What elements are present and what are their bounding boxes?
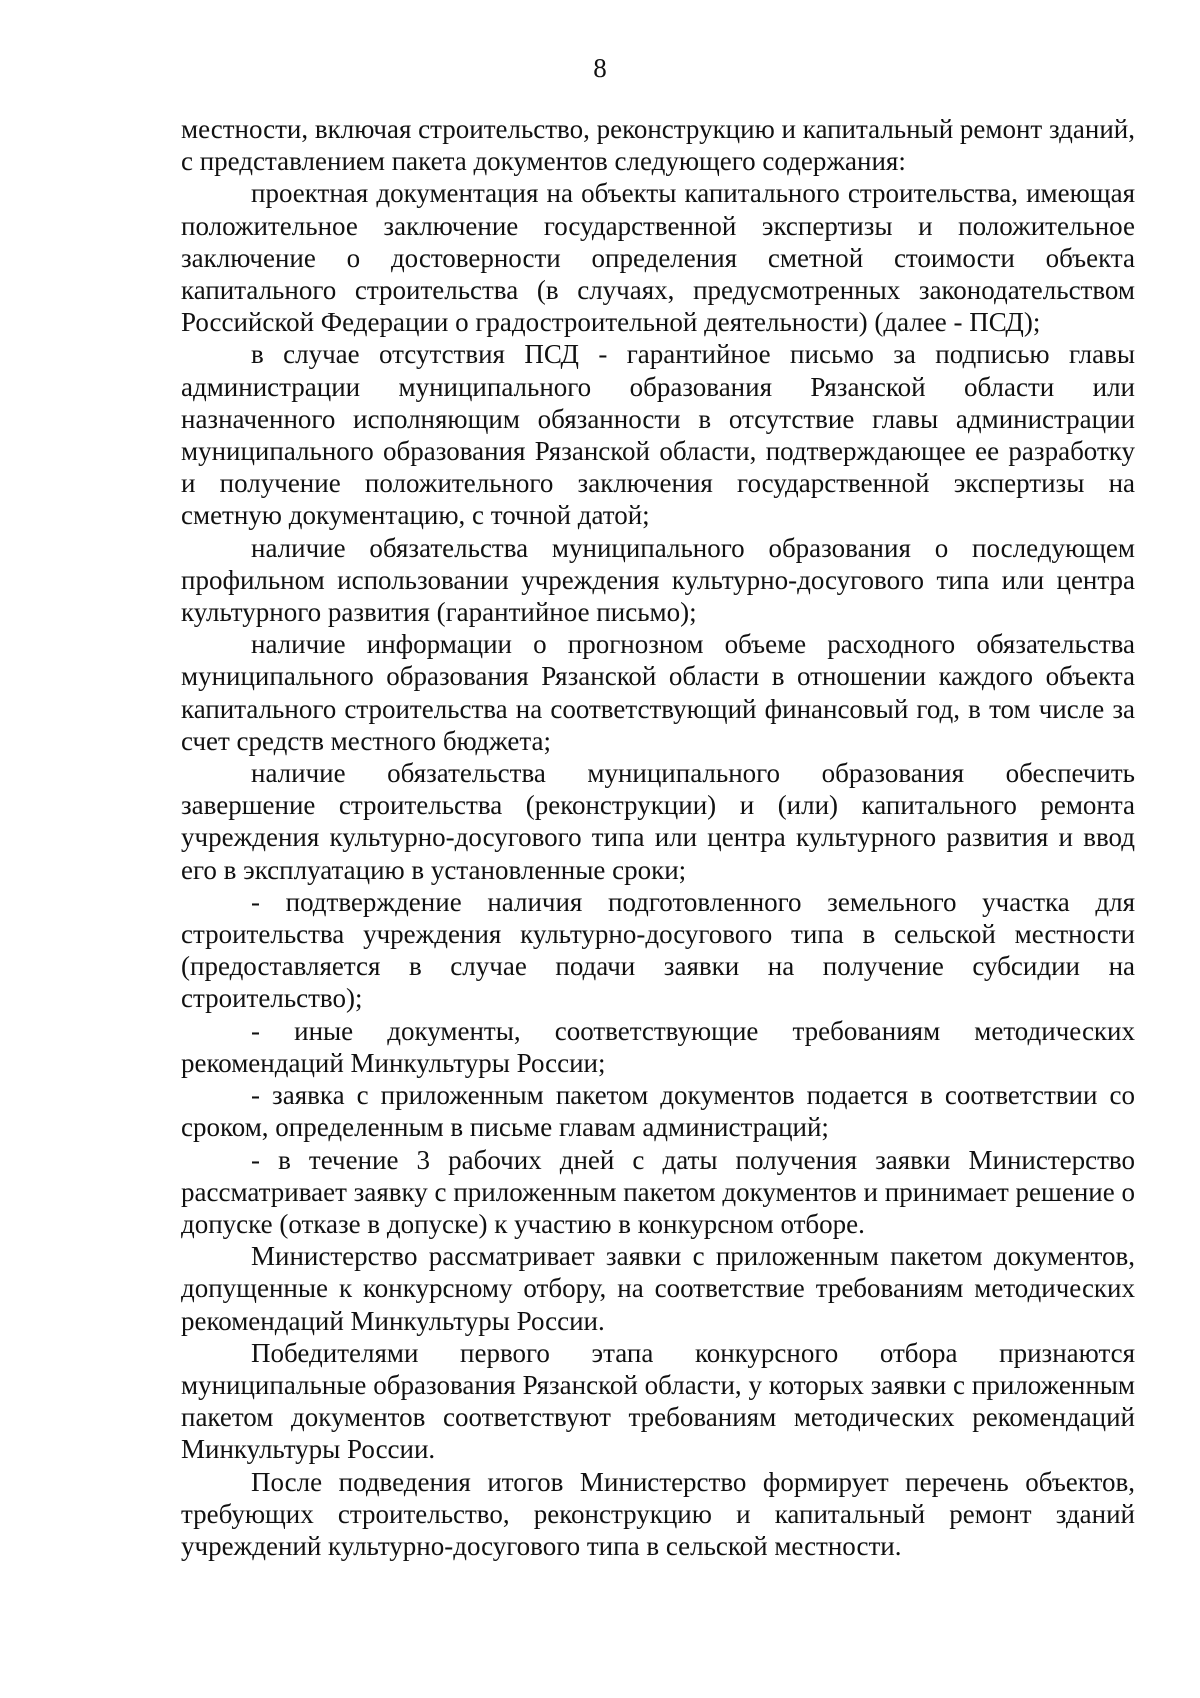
paragraph-3: в случае отсутствия ПСД - гарантийное письмо за подписью главы администрации муниципального образования Рязанской области или назначенного исполняющим обязанности в отсутствие главы администрации муниципального образования Рязанской области, подтверждающее ее разработку и получение положительного заключения государственной экспертизы на сметную документацию, с точной датой; (181, 339, 1135, 531)
paragraph-10: - в течение 3 рабочих дней с даты получения заявки Министерство рассматривает заявку с приложенным пакетом документов и принимает решение о допуске (отказе в допуске) к участию в конкурсном отборе. (181, 1144, 1135, 1239)
paragraph-6: наличие обязательства муниципального образования обеспечить завершение строительства (реконструкции) и (или) капитального ремонта учреждения культурно-досугового типа или центра культурного развития и ввод его в эксплуатацию в установленные сроки; (181, 758, 1135, 885)
paragraph-13: После подведения итогов Министерство формирует перечень объектов, требующих строительство, реконструкцию и капитальный ремонт зданий учреждений культурно-досугового типа в сельской местности. (181, 1466, 1135, 1561)
paragraph-2: проектная документация на объекты капитального строительства, имеющая положительное заключение государственной экспертизы и положительное заключение о достоверности определения сметной стоимости объекта капитального строительства (в случаях, предусмотренных законодательством Российской Федерации о градостроительной деятельности) (далее - ПСД); (181, 178, 1135, 338)
paragraph-7: - подтверждение наличия подготовленного земельного участка для строительства учреждения культурно-досугового типа в сельской местности (предоставляется в случае подачи заявки на получение субсидии на строительство); (181, 886, 1135, 1014)
paragraph-4: наличие обязательства муниципального образования о последующем профильном использовании учреждения культурно-досугового типа или центра культурного развития (гарантийное письмо); (181, 532, 1135, 628)
paragraph-9: - заявка с приложенным пакетом документов подается в соответствии со сроком, определенным в письме главам администраций; (181, 1080, 1135, 1143)
paragraph-12: Победителями первого этапа конкурсного отбора признаются муниципальные образования Рязанской области, у которых заявки с приложенным пакетом документов соответствуют требованиям методических рекомендаций Минкультуры России. (181, 1337, 1135, 1465)
paragraph-5: наличие информации о прогнозном объеме расходного обязательства муниципального образования Рязанской области в отношении каждого объекта капитального строительства на соответствующий финансовый год, в том числе за счет средств местного бюджета; (181, 629, 1135, 756)
paragraph-1: местности, включая строительство, реконструкцию и капитальный ремонт зданий, с представлением пакета документов следующего содержания: (181, 114, 1135, 177)
paragraph-8: - иные документы, соответствующие требованиям методических рекомендаций Минкультуры России; (181, 1015, 1135, 1078)
document-body (181, 113, 1135, 1562)
paragraph-11: Министерство рассматривает заявки с приложенным пакетом документов, допущенные к конкурсному отбору, на соответствие требованиям методических рекомендаций Минкультуры России. (181, 1241, 1135, 1336)
page-number: 8 (593, 53, 607, 83)
